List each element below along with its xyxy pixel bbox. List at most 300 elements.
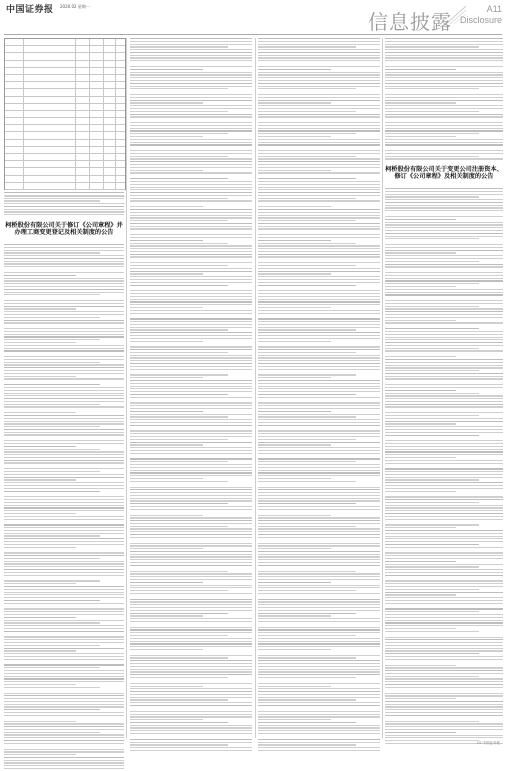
text-line [258, 307, 331, 308]
text-line [258, 172, 380, 173]
text-line [258, 248, 380, 249]
text-line [130, 430, 252, 431]
text-line [130, 139, 252, 140]
text-line [258, 526, 356, 527]
newspaper-logo: 中国证券报 [6, 2, 54, 15]
text-line [258, 80, 380, 81]
text-line [258, 411, 331, 412]
text-line [385, 684, 503, 685]
text-line [385, 247, 503, 248]
text-line [258, 739, 380, 740]
text-line [4, 524, 124, 525]
text-line [130, 377, 203, 378]
text-line [385, 142, 503, 143]
text-line [385, 723, 503, 724]
text-line [258, 66, 380, 67]
text-line [385, 443, 503, 444]
text-line [258, 184, 380, 185]
text-line [130, 515, 203, 516]
text-line [258, 657, 356, 658]
text-line [130, 425, 252, 426]
text-line [258, 360, 380, 361]
text-line [130, 234, 252, 235]
text-line [130, 593, 252, 594]
text-line [258, 122, 380, 123]
text-line [130, 733, 252, 734]
text-line [385, 278, 503, 279]
text-line [385, 283, 479, 284]
text-line [4, 451, 124, 452]
text-line [4, 653, 124, 654]
text-line [4, 760, 124, 761]
text-line [130, 355, 252, 356]
text-line [130, 478, 203, 479]
text-line [4, 258, 124, 259]
text-line [258, 688, 380, 689]
text-line [4, 580, 100, 581]
text-line [258, 212, 380, 213]
text-line [385, 726, 503, 727]
text-line [130, 144, 252, 145]
text-line [4, 743, 124, 744]
text-line [258, 366, 380, 367]
text-line [385, 77, 503, 78]
text-line [258, 436, 380, 437]
text-line [4, 695, 124, 696]
text-line [385, 317, 503, 318]
text-line [385, 477, 503, 478]
text-line [130, 380, 252, 381]
text-line [130, 164, 252, 165]
text-line [4, 395, 124, 396]
text-line [385, 631, 479, 632]
text-line [258, 523, 380, 524]
text-line [130, 722, 228, 723]
text-line [4, 432, 124, 433]
text-line [258, 461, 356, 462]
text-line [385, 44, 503, 45]
text-line [130, 136, 203, 137]
text-line [130, 750, 252, 751]
text-line [385, 133, 479, 134]
text-line [385, 252, 456, 253]
text-line [258, 517, 380, 518]
text-line [4, 541, 124, 542]
text-line [4, 317, 100, 318]
text-line [385, 350, 503, 351]
text-line [385, 250, 503, 251]
text-line [258, 192, 380, 193]
text-line [385, 125, 503, 126]
text-line [385, 387, 503, 388]
text-line [258, 727, 380, 728]
text-line [258, 635, 356, 636]
text-line [385, 678, 503, 679]
text-line [385, 69, 456, 70]
text-line [130, 439, 228, 440]
text-line [4, 206, 124, 207]
text-line [385, 292, 503, 293]
text-line [4, 726, 124, 727]
text-line [258, 439, 356, 440]
text-line [258, 425, 380, 426]
text-line [385, 681, 503, 682]
text-line [385, 628, 456, 629]
text-line [258, 551, 380, 552]
text-line [258, 405, 380, 406]
text-line [385, 404, 503, 405]
text-line [258, 559, 380, 560]
text-line [258, 139, 380, 140]
text-line [258, 256, 380, 257]
text-line [4, 376, 76, 377]
text-line [385, 701, 503, 702]
text-line [385, 378, 503, 379]
text-line [130, 582, 203, 583]
text-line [130, 416, 228, 417]
text-line [130, 683, 252, 684]
text-line [130, 702, 252, 703]
text-line [258, 234, 380, 235]
text-line [258, 562, 380, 563]
text-line [385, 136, 456, 137]
text-line [4, 563, 124, 564]
text-line [130, 108, 252, 109]
text-line [385, 620, 503, 621]
text-line [4, 328, 124, 329]
text-line [130, 341, 203, 342]
text-line [385, 583, 503, 584]
text-line [258, 55, 380, 56]
text-line [258, 587, 380, 588]
text-line [130, 273, 203, 274]
text-line [4, 667, 100, 668]
text-line [4, 250, 124, 251]
text-line [385, 300, 503, 301]
text-line [130, 744, 228, 745]
text-line [4, 614, 124, 615]
text-line [130, 189, 252, 190]
text-line [258, 467, 380, 468]
text-line [385, 194, 503, 195]
text-line [258, 228, 380, 229]
footer-mark: CS 中国证券报 [477, 741, 500, 746]
text-line [385, 737, 503, 738]
text-line [258, 548, 331, 549]
text-line [130, 691, 252, 692]
text-line [4, 443, 124, 444]
text-line [130, 615, 203, 616]
text-line [258, 72, 380, 73]
text-line [385, 463, 503, 464]
text-line [4, 429, 124, 430]
text-line [130, 178, 228, 179]
text-line [130, 130, 252, 131]
text-line [385, 52, 503, 53]
text-line [130, 629, 252, 630]
text-line [385, 704, 503, 705]
text-line [4, 491, 100, 492]
text-line [4, 266, 124, 267]
text-line [258, 187, 380, 188]
text-line [130, 243, 228, 244]
text-line [385, 153, 503, 154]
text-line [258, 310, 380, 311]
text-line [130, 212, 252, 213]
text-line [4, 751, 124, 752]
text-line [258, 590, 356, 591]
text-line [4, 339, 100, 340]
text-line [385, 642, 503, 643]
text-line [130, 116, 252, 117]
text-line [4, 393, 124, 394]
text-line [258, 136, 331, 137]
text-line [130, 422, 252, 423]
text-line [258, 262, 380, 263]
text-line [4, 723, 124, 724]
text-line [130, 237, 252, 238]
text-line [258, 346, 380, 347]
text-line [130, 669, 252, 670]
text-line [130, 590, 228, 591]
text-line [130, 391, 252, 392]
text-line [4, 209, 124, 210]
text-line [385, 266, 503, 267]
text-line [385, 421, 503, 422]
text-line [258, 722, 356, 723]
text-line [130, 172, 252, 173]
text-line [4, 446, 76, 447]
text-line [130, 394, 228, 395]
text-line [258, 265, 356, 266]
text-line [130, 711, 252, 712]
text-line [385, 384, 503, 385]
article-body-4a [385, 38, 503, 161]
page-number: A11 [487, 4, 502, 14]
text-line [130, 206, 203, 207]
text-line [4, 639, 124, 640]
text-line [385, 471, 503, 472]
text-line [258, 279, 380, 280]
text-line [4, 195, 124, 196]
text-line [385, 94, 503, 95]
text-line [4, 434, 124, 435]
text-line [385, 102, 456, 103]
text-line [130, 646, 252, 647]
text-line [258, 114, 380, 115]
text-line [130, 383, 252, 384]
text-line [258, 716, 380, 717]
text-line [130, 666, 252, 667]
text-line [4, 572, 124, 573]
text-line [130, 585, 252, 586]
text-line [4, 373, 124, 374]
text-line [4, 538, 124, 539]
text-line [130, 293, 252, 294]
text-line [4, 331, 124, 332]
text-line [385, 105, 503, 106]
text-line [130, 610, 252, 611]
text-line [385, 625, 503, 626]
text-line [130, 655, 252, 656]
text-line [258, 489, 380, 490]
text-line [385, 673, 503, 674]
text-line [258, 531, 380, 532]
text-line [4, 359, 124, 360]
text-line [258, 293, 380, 294]
text-line [4, 670, 124, 671]
text-line [130, 739, 252, 740]
section-subtitle: Disclosure [460, 15, 502, 25]
text-line [258, 44, 380, 45]
text-line [130, 69, 203, 70]
text-line [130, 742, 252, 743]
text-line [385, 412, 503, 413]
text-line [258, 327, 380, 328]
text-line [130, 579, 252, 580]
text-line [258, 377, 331, 378]
text-line [385, 656, 503, 657]
article-body-3 [258, 38, 380, 753]
text-line [130, 114, 252, 115]
text-line [130, 554, 252, 555]
text-line [4, 732, 100, 733]
text-line [130, 433, 252, 434]
text-line [4, 482, 124, 483]
text-line [4, 617, 76, 618]
text-line [258, 60, 380, 61]
text-line [4, 412, 76, 413]
text-line [385, 83, 503, 84]
text-line [4, 611, 124, 612]
text-line [258, 394, 356, 395]
text-line [385, 614, 503, 615]
text-line [258, 599, 380, 600]
text-line [258, 254, 380, 255]
text-line [258, 593, 380, 594]
text-line [130, 327, 252, 328]
text-line [130, 386, 252, 387]
text-line [4, 592, 124, 593]
text-line [385, 395, 503, 396]
text-line [258, 509, 380, 510]
text-line [4, 261, 124, 262]
text-line [130, 470, 252, 471]
text-line [4, 693, 124, 694]
text-line [258, 52, 380, 53]
text-line [130, 184, 252, 185]
text-line [130, 604, 252, 605]
text-line [385, 639, 503, 640]
text-line [4, 247, 124, 248]
text-line [258, 464, 380, 465]
text-line [130, 321, 252, 322]
text-line [385, 128, 503, 129]
text-line [258, 338, 380, 339]
text-line [4, 263, 124, 264]
text-line [258, 299, 380, 300]
text-line [4, 622, 100, 623]
text-line [130, 268, 252, 269]
text-line [130, 450, 252, 451]
text-line [4, 214, 124, 215]
text-line [130, 290, 252, 291]
text-line [385, 244, 503, 245]
text-line [385, 207, 503, 208]
text-line [385, 505, 503, 506]
text-line [130, 209, 252, 210]
text-line [258, 189, 380, 190]
text-line [4, 457, 124, 458]
text-line [385, 580, 503, 581]
text-line [130, 187, 252, 188]
text-line [258, 276, 380, 277]
text-line [130, 442, 252, 443]
text-line [130, 335, 252, 336]
text-line [258, 528, 380, 529]
text-line [4, 561, 124, 562]
text-line [4, 687, 100, 688]
text-line [258, 663, 380, 664]
text-line [258, 702, 380, 703]
text-line [258, 195, 380, 196]
text-line [4, 350, 124, 351]
text-line [258, 158, 380, 159]
text-line [385, 222, 503, 223]
text-line [385, 38, 503, 39]
text-line [4, 715, 124, 716]
text-line [4, 244, 124, 245]
text-line [385, 66, 503, 67]
text-line [4, 645, 100, 646]
text-line [4, 308, 76, 309]
text-line [258, 296, 380, 297]
financial-table [4, 38, 126, 190]
text-line [4, 594, 124, 595]
text-line [130, 725, 252, 726]
text-line [385, 393, 479, 394]
article-headline-1: 柯桥股份有限公司关于修订《公司章程》并办理工商变更登记及相关制度的公告 [4, 222, 124, 237]
text-line [130, 167, 252, 168]
text-line [258, 534, 380, 535]
text-line [4, 322, 124, 323]
text-line [4, 370, 124, 371]
text-line [130, 80, 252, 81]
text-line [4, 488, 124, 489]
text-line [4, 454, 124, 455]
text-line [130, 226, 252, 227]
text-line [258, 576, 380, 577]
text-line [258, 38, 380, 39]
text-line [258, 582, 331, 583]
text-line [258, 711, 380, 712]
text-line [4, 499, 124, 500]
text-line [258, 215, 380, 216]
text-line [4, 721, 76, 722]
text-line [130, 220, 228, 221]
text-line [258, 627, 380, 628]
text-line [385, 74, 503, 75]
text-line [258, 271, 380, 272]
text-line [4, 631, 124, 632]
text-line [4, 636, 124, 637]
text-line [258, 402, 380, 403]
text-line [385, 670, 503, 671]
text-line [130, 677, 228, 678]
text-line [258, 88, 356, 89]
text-line [385, 216, 503, 217]
text-line [130, 531, 252, 532]
